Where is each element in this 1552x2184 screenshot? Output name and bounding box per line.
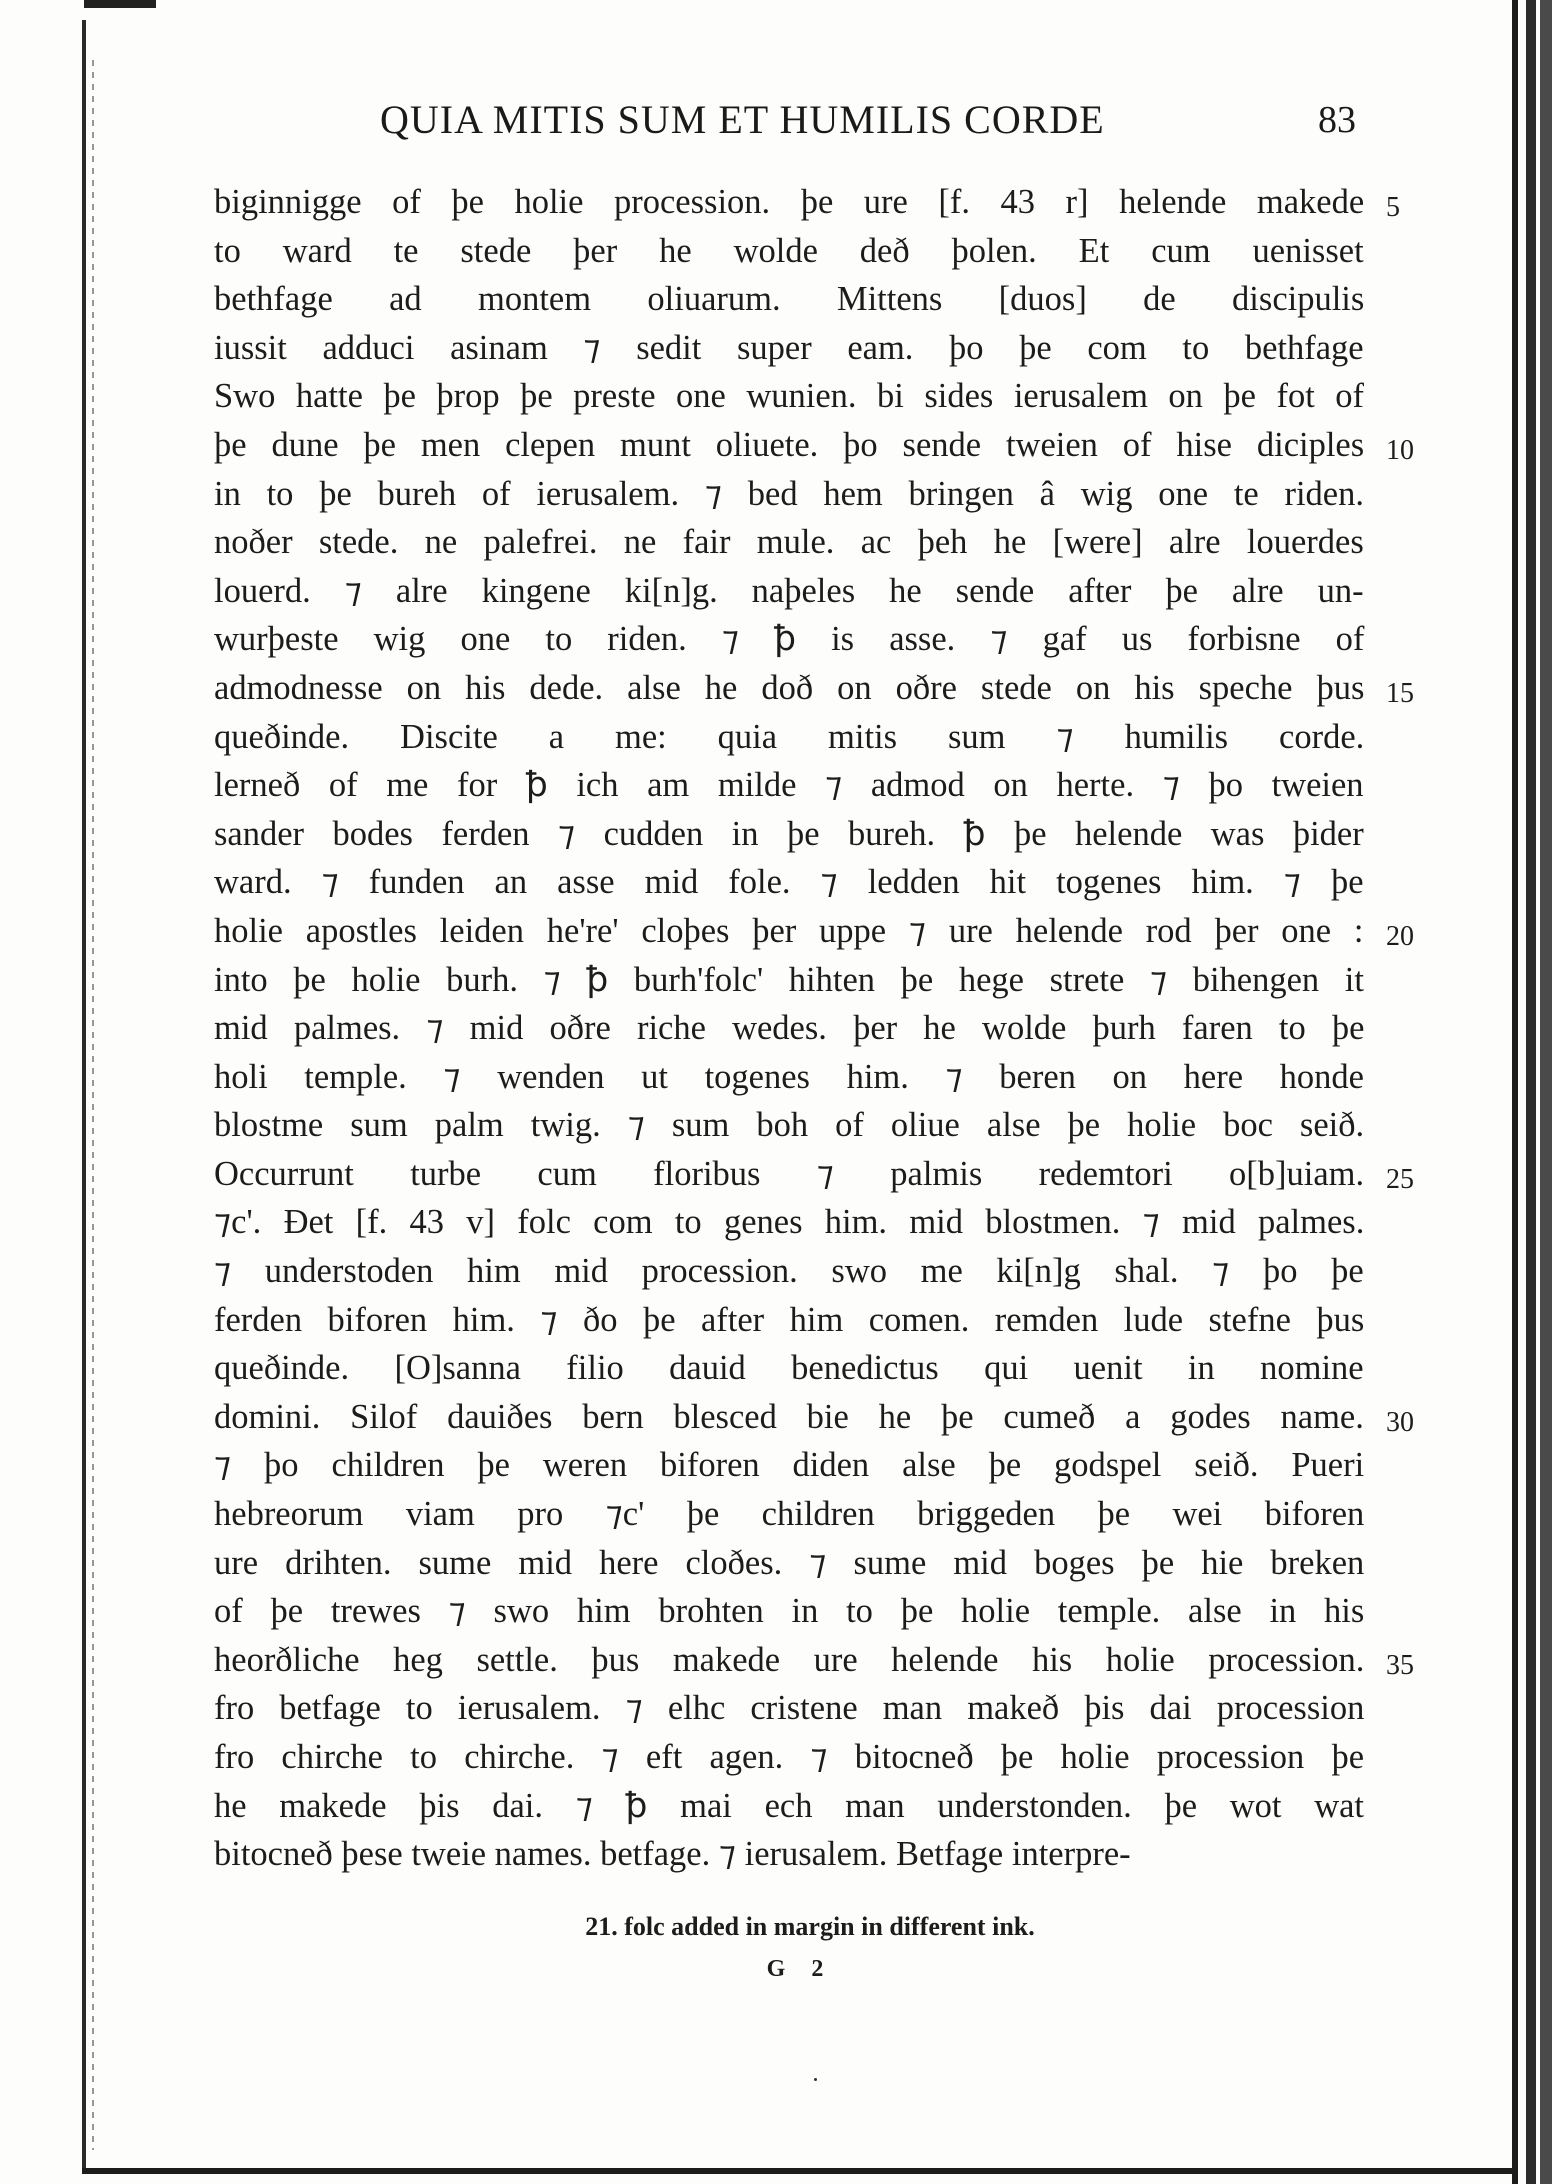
line-number: 10 — [1386, 434, 1414, 466]
text-line — [214, 1441, 1374, 1490]
line-text: bitocneð þese tweie names. betfage. ⁊ ierusalem. Betfage interpre- — [214, 1835, 1131, 1874]
line-text: he makede þis dai. ⁊ ꝥ mai ech man understonden. þe wot wat — [214, 1786, 1365, 1825]
line-number: 25 — [1386, 1163, 1414, 1195]
text-line — [214, 1733, 1374, 1782]
text-line — [214, 1490, 1374, 1539]
text-line — [214, 761, 1374, 810]
line-text: wurþeste wig one to riden. ⁊ ꝥ is asse. ⁊ gaf us forbisne of — [214, 620, 1365, 659]
text-line — [214, 324, 1374, 373]
text-line — [214, 1636, 1414, 1685]
text-line — [214, 1101, 1374, 1150]
line-text: ward. ⁊ funden an asse mid fole. ⁊ ledden hit togenes him. ⁊ þe — [214, 863, 1364, 902]
line-text: Occurrunt turbe cum floribus ⁊ palmis redemtori o[b]uiam. — [214, 1154, 1365, 1193]
line-number: 20 — [1386, 920, 1414, 952]
text-line — [214, 1198, 1374, 1247]
line-text: þe dune þe men clepen munt oliuete. þo sende tweien of hise diciples — [214, 425, 1365, 464]
line-text: fro chirche to chirche. ⁊ eft agen. ⁊ bitocneð þe holie procession þe — [214, 1738, 1365, 1776]
text-line — [214, 470, 1374, 519]
line-text: of þe trewes ⁊ swo him brohten in to þe holie temple. alse in his — [214, 1592, 1365, 1631]
text-line — [214, 1587, 1374, 1636]
text-line — [214, 1393, 1414, 1442]
line-text: holi temple. ⁊ wenden ut togenes him. ⁊ beren on here honde — [214, 1057, 1364, 1096]
line-text: noðer stede. ne palefrei. ne fair mule. ac þeh he [were] alre louerdes — [214, 523, 1364, 562]
line-text: heorðliche heg settle. þus makede ure helende his holie procession. — [214, 1640, 1365, 1679]
line-text: queðinde. [O]sanna filio dauid benedictus qui uenit in nomine — [214, 1349, 1364, 1388]
line-text: in to þe bureh of ierusalem. ⁊ bed hem bringen â wig one te riden. — [214, 474, 1364, 513]
footnote: 21. folc added in margin in different ink. — [585, 1912, 1035, 1941]
line-text: into þe holie burh. ⁊ ꝥ burh'folc' hihten þe hege strete ⁊ bihengen it — [214, 960, 1364, 999]
line-text: ure drihten. sume mid here cloðes. ⁊ sume mid boges þe hie breken — [214, 1543, 1365, 1582]
line-text: ⁊ understoden him mid procession. swo me ki[n]g shal. ⁊ þo þe — [214, 1252, 1364, 1291]
scan-right-edge — [1512, 0, 1518, 2184]
line-text: queðinde. Discite a me: quia mitis sum ⁊ humilis corde. — [214, 717, 1365, 756]
text-line — [214, 567, 1374, 616]
scan-corner-artifact — [84, 0, 156, 8]
scan-right-edge-2 — [1526, 0, 1536, 2184]
text-line — [214, 1782, 1374, 1831]
text-line — [214, 615, 1374, 664]
line-text: biginnigge of þe holie procession. þe ure [f. 43 r] helende makede — [214, 183, 1365, 221]
line-text: domini. Silof dauiðes bern blesced bie he þe cumeð a godes name. — [214, 1397, 1364, 1436]
scan-left-margin-speckle — [92, 60, 94, 2150]
text-line — [214, 1296, 1374, 1345]
text-line — [214, 178, 1400, 227]
text-line — [214, 275, 1374, 324]
line-text: holie apostles leiden he're' cloþes þer uppe ⁊ ure helende rod þer one : — [214, 911, 1364, 950]
line-text: fro betfage to ierusalem. ⁊ elhc cristene man makeð þis dai procession — [214, 1689, 1365, 1728]
text-line — [214, 518, 1374, 567]
line-text: ⁊ þo children þe weren biforen diden alse þe godspel seið. Pueri — [214, 1446, 1365, 1485]
line-text: iussit adduci asinam ⁊ sedit super eam. þo þe com to bethfage — [214, 328, 1364, 367]
text-line — [214, 1830, 1374, 1879]
text-line — [214, 372, 1374, 421]
line-text: hebreorum viam pro ⁊c' þe children briggeden þe wei biforen — [214, 1495, 1365, 1534]
text-line — [214, 664, 1414, 713]
text-line — [214, 1150, 1414, 1199]
line-number: 5 — [1386, 192, 1400, 223]
line-text: ⁊c'. Ðet [f. 43 v] folc com to genes him. mid blostmen. ⁊ mid palmes. — [214, 1203, 1365, 1242]
text-line — [214, 858, 1374, 907]
text-line — [214, 227, 1374, 276]
scan-bottom-edge — [82, 2168, 1518, 2174]
line-text: bethfage ad montem oliuarum. Mittens [duos] de discipulis — [214, 280, 1365, 319]
text-line — [214, 1684, 1374, 1733]
line-number: 30 — [1386, 1406, 1414, 1438]
text-line — [214, 810, 1374, 859]
text-line — [214, 1539, 1374, 1588]
text-line — [214, 421, 1414, 470]
scan-right-edge-3 — [1540, 0, 1552, 2184]
scan-left-edge — [82, 20, 86, 2170]
line-text: to ward te stede þer he wolde deð þolen. Et cum uenisset — [214, 231, 1364, 270]
line-text: ferden biforen him. ⁊ ðo þe after him comen. remden lude stefne þus — [214, 1300, 1365, 1339]
text-line — [214, 1053, 1374, 1102]
line-text: mid palmes. ⁊ mid oðre riche wedes. þer he wolde þurh faren to þe — [214, 1009, 1365, 1048]
text-line — [214, 1344, 1374, 1393]
text-line — [214, 713, 1374, 762]
signature-mark: G 2 — [766, 1956, 834, 1982]
line-text: sander bodes ferden ⁊ cudden in þe bureh. ꝥ þe helende was þider — [214, 814, 1364, 853]
text-line — [214, 956, 1374, 1005]
line-number: 35 — [1386, 1649, 1414, 1681]
line-text: lerneð of me for ꝥ ich am milde ⁊ admod on herte. ⁊ þo tweien — [214, 766, 1364, 805]
line-text: Swo hatte þe þrop þe preste one wunien. bi sides ierusalem on þe fot of — [214, 377, 1364, 416]
body-text — [214, 178, 1414, 1879]
page-number: 83 — [1318, 99, 1356, 141]
text-line — [214, 1004, 1374, 1053]
text-line — [214, 1247, 1374, 1296]
line-text: admodnesse on his dede. alse he doð on oðre stede on his speche þus — [214, 668, 1365, 707]
line-text: louerd. ⁊ alre kingene ki[n]g. naþeles he sende after þe alre un- — [214, 571, 1364, 610]
line-number: 15 — [1386, 677, 1414, 709]
ink-speck — [814, 2078, 817, 2081]
running-head: QUIA MITIS SUM ET HUMILIS CORDE — [380, 97, 1105, 142]
line-text: blostme sum palm twig. ⁊ sum boh of oliue alse þe holie boc seið. — [214, 1106, 1365, 1145]
text-line — [214, 907, 1414, 956]
